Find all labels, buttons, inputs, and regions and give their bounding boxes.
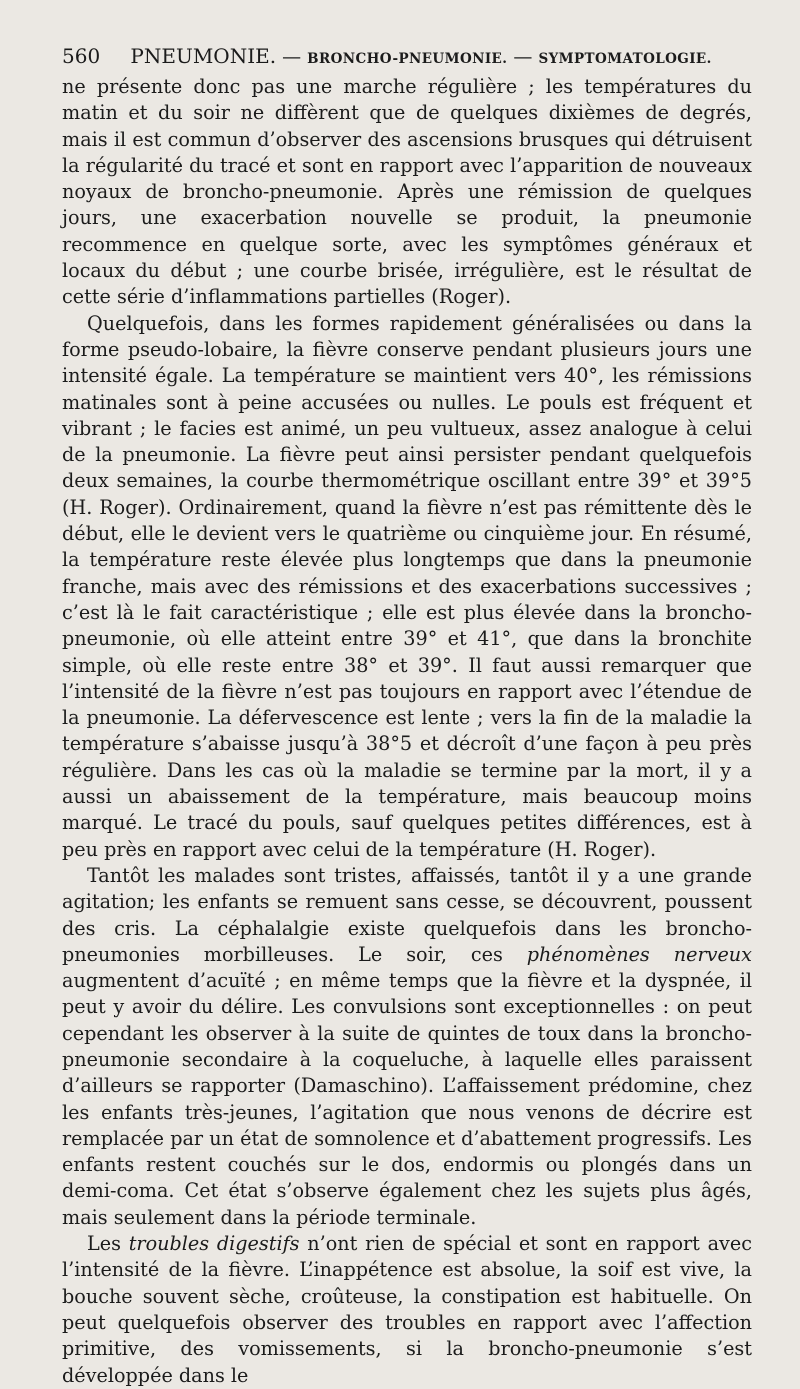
italic-term: troubles digestifs [128,1232,300,1256]
paragraph-nervous-phenomena [62,863,752,1231]
running-head [62,42,752,73]
header-subsection: SYMPTOMATOLOGIE. [538,51,712,67]
page-number: 560 [62,44,101,68]
paragraph-fever-course: ne présente donc pas une marche régulière ; les températures du matin et du soir ne diffèrent que de quelques dixièmes de degrés, mais il est commun d’observer des ascensions brusques qui détruisent la régularité du tracé et sont en rapport avec l’apparition de nouveaux noyaux de broncho-pneumonie. Après une rémission de quelques jours, une exacerbation nouvelle se produit, la pneumonie recommence en quelque sorte, avec les symptômes généraux et locaux du début ; une courbe brisée, irrégulière, est le résultat de cette série d’inflammations partielles (Roger). [62,75,752,309]
header-title: PNEUMONIE. [130,44,277,68]
paragraph-fever-intensity: Quelquefois, dans les formes rapidement généralisées ou dans la forme pseudo-lobaire, la fièvre conserve pendant plusieurs jours une intensité égale. La température se maintient vers 40°, les rémissions matinales sont à peine accusées ou nulles. Le pouls est fréquent et vibrant ; le facies est animé, un peu vultueux, assez analogue à celui de la pneumonie. La fièvre peut ainsi persister pendant quelquefois deux semaines, la courbe thermométrique oscillant entre 39° et 39°5 (H. Roger). Ordinairement, quand la fièvre n’est pas rémittente dès le début, elle le devient vers le quatrième ou cinquième jour. En résumé, la température reste élevée plus longtemps que dans la pneumonie franche, mais avec des rémissions et des exacerbations successives ; c’est là le fait caractéristique ; elle est plus élevée dans la broncho-pneumonie, où elle atteint entre 39° et 41°, que dans la bronchite simple, où elle reste entre 38° et 39°. Il faut aussi remarquer que l’intensité de la fièvre n’est pas toujours en rapport avec l’étendue de la pneumonie. La défervescence est lente ; vers la fin de la maladie la température s’abaisse jusqu’à 38°5 et décroît d’une façon à peu près régulière. Dans les cas où la maladie se termine par la mort, il y a aussi un abaissement de la température, mais beaucoup moins marqué. Le tracé du pouls, sauf quelques petites différences, est à peu près en rapport avec celui de la température (H. Roger). [62,311,752,861]
italic-term: phénomènes nerveux [526,942,752,966]
header-separator: — [513,46,539,68]
paragraph-digestive-troubles [62,1231,752,1389]
header-spacer [106,46,124,68]
paragraph-text: Les [87,1232,129,1256]
paragraph-text: Tantôt les malades sont tristes, affaissés, tantôt il y a une grande agitation; les enfants se remuent sans cesse, se découvrent, poussent des cris. La céphalalgie existe quelquefois dans les broncho-pneumonies morbilleuses. Le soir, ces [62,863,752,966]
paragraph-text: n’ont rien de spécial et sont en rapport avec l’intensité de la fièvre. L’inappétence est absolue, la soif est vive, la bouche souvent sèche, croûteuse, la constipation est habituelle. On peut quelquefois observer des troubles en rapport avec l’affection primitive, des vomissements, si la broncho-pneumonie s’est développée dans le [62,1232,753,1387]
paragraph-text: augmentent d’acuïté ; en même temps que la fièvre et la dyspnée, il peut y avoir du délire. Les convulsions sont exceptionnelles : on peut cependant les observer à la suite de quintes de toux dans la broncho-pneumonie secondaire à la coqueluche, à laquelle elles paraissent d’ailleurs se rapporter (Damaschino). L’affaissement prédomine, chez les enfants très-jeunes, l’agitation que nous venons de décrire est remplacée par un état de somnolence et d’abattement progressifs. Les enfants restent couchés sur le dos, endormis ou plongés dans un demi-coma. Cet état s’observe également chez les sujets plus âgés, mais seulement dans la période terminale. [62,969,752,1229]
header-section: BRONCHO-PNEUMONIE. [307,51,508,67]
body-text [62,74,752,1389]
header-separator: — [282,46,308,68]
